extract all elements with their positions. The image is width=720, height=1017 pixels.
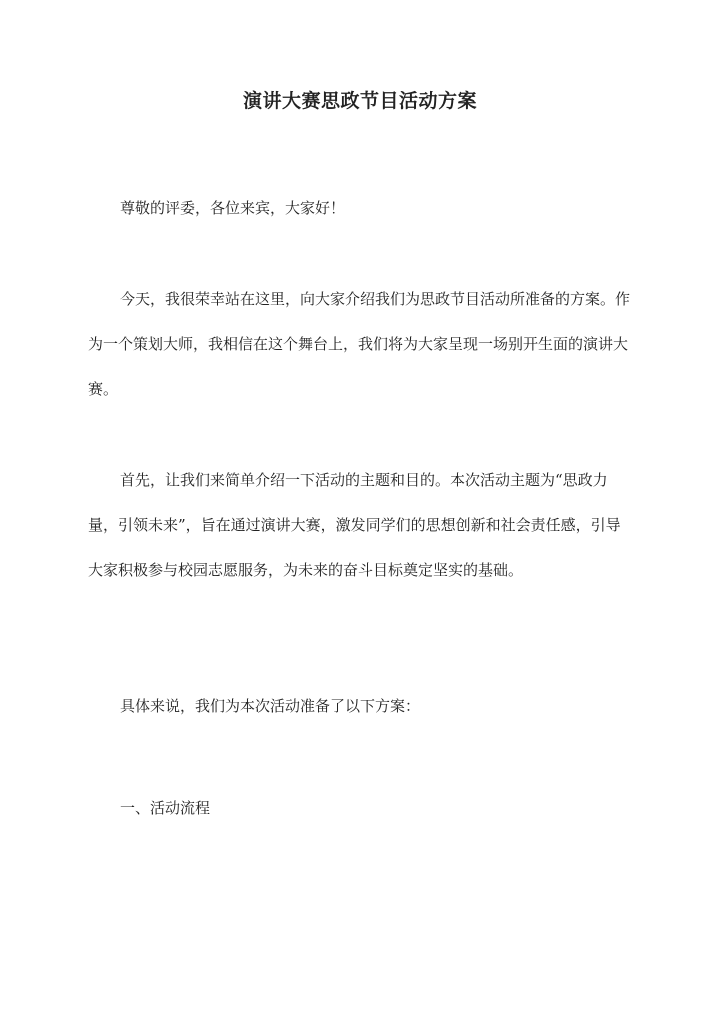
section-heading-process: 一、活动流程 xyxy=(120,799,211,817)
document-title: 演讲大赛思政节目活动方案 xyxy=(242,90,477,112)
plan-lead-paragraph: 具体来说，我们为本次活动准备了以下方案： xyxy=(120,697,421,715)
greeting-paragraph: 尊敬的评委，各位来宾，大家好！ xyxy=(120,199,346,217)
theme-paragraph: 首先，让我们来简单介绍一下活动的主题和目的。本次活动主题为“思政力量，引领未来”，旨在通过演讲大赛，激发同学们的思想创新和社会责任感，引导大家积极参与校园志愿服务，为未来的奋斗目标奠定坚实的基础。 xyxy=(88,471,621,579)
intro-paragraph: 今天，我很荣幸站在这里，向大家介绍我们为思政节目活动所准备的方案。作为一个策划大师，我相信在这个舞台上，我们将为大家呈现一场别开生面的演讲大赛。 xyxy=(88,290,631,398)
